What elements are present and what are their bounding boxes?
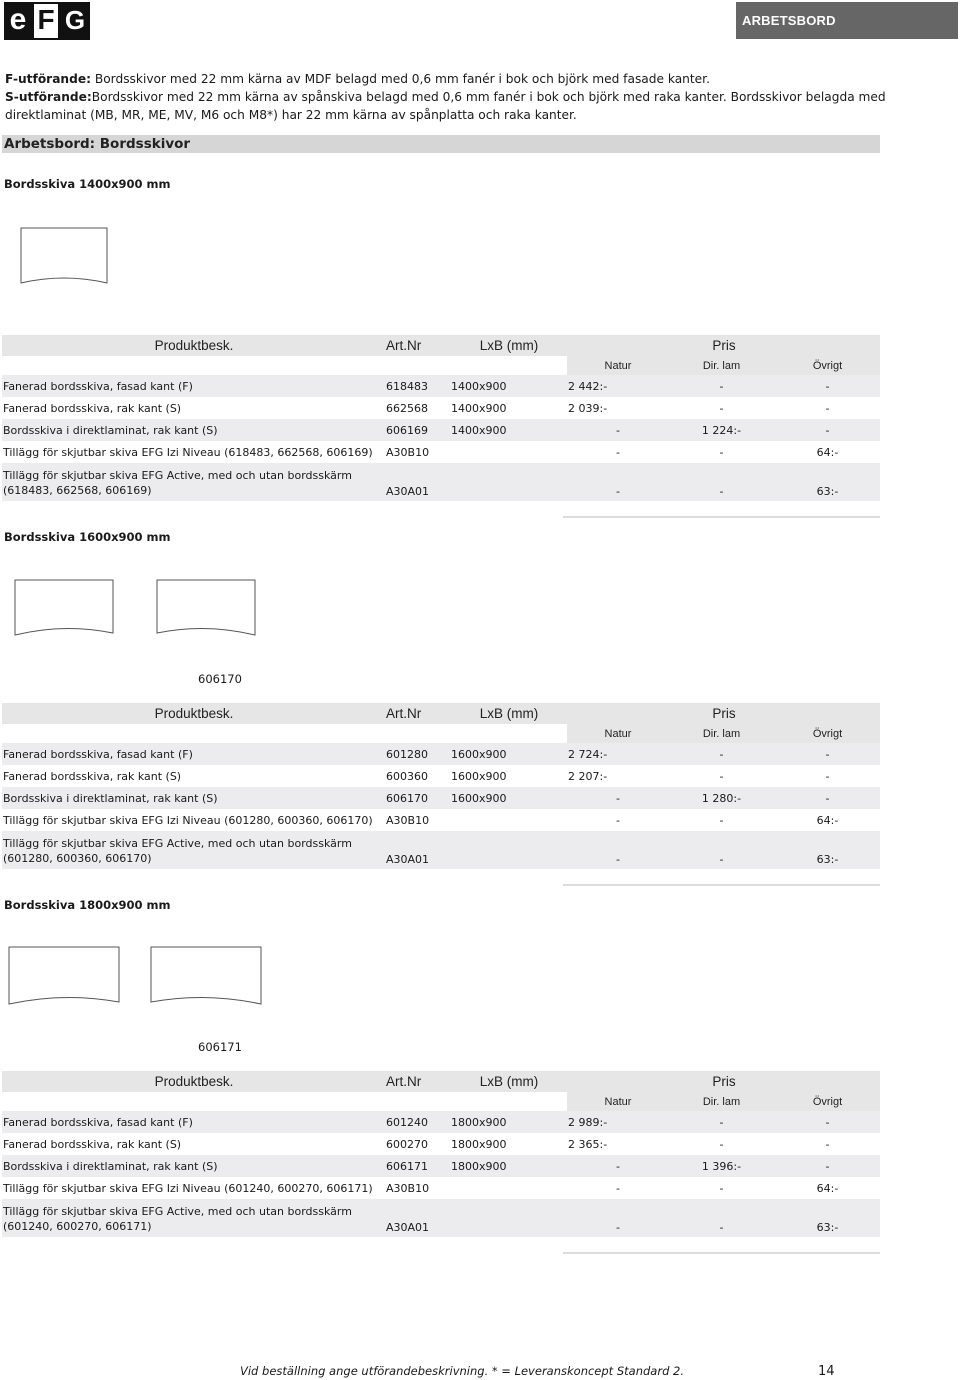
row-size: 1800x900: [450, 1155, 567, 1177]
row-natur: 2 724:-: [567, 743, 668, 765]
row-size: 1400x900: [450, 375, 567, 397]
row-artnr: A30A01: [385, 463, 450, 501]
intro-text: [5, 70, 905, 124]
table-header-row: [2, 703, 880, 724]
row-desc: Tillägg för skjutbar skiva EFG Izi Niveau (618483, 662568, 606169): [3, 445, 373, 459]
row-desc: Fanerad bordsskiva, fasad kant (F): [2, 375, 385, 397]
row-natur: -: [616, 1181, 620, 1195]
row-desc: Bordsskiva i direktlaminat, rak kant (S): [2, 787, 385, 809]
row-natur: 2 039:-: [568, 401, 608, 415]
row-desc: [2, 463, 385, 501]
row-ovrigt: 64:-: [816, 1181, 839, 1195]
row-dirlam: -: [668, 463, 774, 501]
row-ovrigt: -: [774, 743, 880, 765]
row-size: [450, 1199, 567, 1237]
row-desc: [2, 1199, 385, 1237]
row-artnr: 662568: [386, 401, 428, 415]
row-ovrigt: -: [825, 1137, 830, 1151]
row-natur: -: [567, 419, 668, 441]
row-dirlam: -: [719, 445, 724, 459]
price-table-1800: [2, 1071, 880, 1237]
col-header-ovrigt: Övrigt: [774, 1092, 880, 1111]
intro-s-text: Bordsskivor med 22 mm kärna av spånskiva belagd med 0,6 mm fanér i bok och björk med raka kanter. Bordsskivor belagda med direktlaminat (MB, MR, ME, MV, M6 och M8*) har 22 mm kärna av spånplatta och raka kanter.: [5, 90, 886, 122]
row-artnr: A30B10: [386, 813, 430, 827]
row-ovrigt: 63:-: [774, 1199, 880, 1237]
row-ovrigt: -: [774, 1155, 880, 1177]
col-header-ovrigt: Övrigt: [774, 724, 880, 743]
row-desc-line1: Tillägg för skjutbar skiva EFG Active, med och utan bordsskärm: [3, 837, 352, 850]
row-size: [450, 463, 567, 501]
table-row: [2, 1155, 880, 1177]
row-natur: 2 207:-: [568, 769, 608, 783]
row-desc-line1: Tillägg för skjutbar skiva EFG Active, med och utan bordsskärm: [3, 1205, 352, 1218]
row-size: [450, 809, 567, 831]
row-ovrigt: -: [774, 1111, 880, 1133]
col-header-ovrigt: Övrigt: [774, 356, 880, 375]
table-row: [2, 1199, 880, 1237]
col-header-price: Pris: [567, 703, 880, 724]
section-1400-title: Bordsskiva 1400x900 mm: [4, 177, 171, 191]
intro-line-f: [5, 70, 905, 88]
row-size: 1800x900: [450, 1111, 567, 1133]
col-header-dirlam: Dir. lam: [668, 1092, 774, 1111]
row-natur: -: [567, 1155, 668, 1177]
row-natur: -: [567, 831, 668, 869]
row-ovrigt: 63:-: [774, 831, 880, 869]
price-table-1600: [2, 703, 880, 869]
row-desc: Fanerad bordsskiva, fasad kant (F): [2, 743, 385, 765]
col-header-size: LxB (mm): [450, 1071, 567, 1092]
row-desc-line2: (618483, 662568, 606169): [3, 484, 152, 497]
row-artnr: A30B10: [386, 445, 430, 459]
row-size: [450, 831, 567, 869]
col-header-dirlam: Dir. lam: [668, 724, 774, 743]
row-size: [450, 1177, 567, 1199]
table-subheader-row: [2, 724, 880, 743]
row-dirlam: -: [668, 1199, 774, 1237]
table-row: [2, 1177, 880, 1199]
row-dirlam: -: [719, 769, 724, 783]
table-row: [2, 463, 880, 501]
row-dirlam: -: [668, 831, 774, 869]
table-header-row: [2, 1071, 880, 1092]
row-natur: -: [616, 445, 620, 459]
row-size: 1600x900: [451, 769, 507, 783]
row-natur: 2 989:-: [567, 1111, 668, 1133]
row-dirlam: -: [668, 743, 774, 765]
intro-f-label: F-utförande:: [5, 72, 91, 86]
row-natur: -: [567, 787, 668, 809]
row-artnr: 601280: [385, 743, 450, 765]
row-desc: Tillägg för skjutbar skiva EFG Izi Niveau (601240, 600270, 606171): [3, 1181, 373, 1195]
footer-note: Vid beställning ange utförandebeskrivning. * = Leveranskoncept Standard 2.: [240, 1364, 684, 1378]
row-artnr: 600270: [386, 1137, 428, 1151]
tabletop-sketch-1600-a: [14, 579, 116, 639]
row-artnr: 618483: [385, 375, 450, 397]
row-dirlam: -: [719, 1137, 724, 1151]
row-desc: Bordsskiva i direktlaminat, rak kant (S): [2, 1155, 385, 1177]
row-ovrigt: -: [825, 401, 830, 415]
sketch-code-label: 606170: [198, 672, 242, 686]
tabletop-sketch-1800-a: [8, 946, 122, 1008]
row-size: [450, 441, 567, 463]
row-dirlam: 1 396:-: [668, 1155, 774, 1177]
section-divider: [563, 884, 880, 886]
col-header-size: LxB (mm): [450, 703, 567, 724]
row-artnr: A30B10: [386, 1181, 430, 1195]
table-row: [2, 1111, 880, 1133]
row-desc: Tillägg för skjutbar skiva EFG Izi Niveau (601280, 600360, 606170): [3, 813, 373, 827]
table-row: [2, 1133, 880, 1155]
row-natur: 2 442:-: [567, 375, 668, 397]
row-dirlam: 1 280:-: [668, 787, 774, 809]
col-header-product: Produktbesk.: [2, 703, 385, 724]
table-row: [2, 743, 880, 765]
row-natur: 2 365:-: [568, 1137, 608, 1151]
price-table-1400: [2, 335, 880, 501]
tabletop-sketch-1800-b: [150, 946, 264, 1008]
section-1800-title: Bordsskiva 1800x900 mm: [4, 898, 171, 912]
row-dirlam: -: [719, 1181, 724, 1195]
row-dirlam: -: [719, 813, 724, 827]
row-ovrigt: -: [825, 769, 830, 783]
row-ovrigt: -: [774, 419, 880, 441]
row-desc: Fanerad bordsskiva, rak kant (S): [3, 769, 182, 783]
intro-line-s: [5, 88, 905, 124]
tabletop-sketch-1600-b: [156, 579, 258, 639]
tabletop-sketch-1400: [20, 227, 110, 287]
col-header-price: Pris: [567, 1071, 880, 1092]
table-row: [2, 787, 880, 809]
row-ovrigt: 64:-: [816, 445, 839, 459]
row-natur: -: [567, 463, 668, 501]
row-desc-line2: (601240, 600270, 606171): [3, 1220, 152, 1233]
col-header-product: Produktbesk.: [2, 1071, 385, 1092]
row-artnr: 601240: [385, 1111, 450, 1133]
row-artnr: 600360: [386, 769, 428, 783]
col-header-product: Produktbesk.: [2, 335, 385, 356]
page-number: 14: [818, 1364, 835, 1379]
row-desc: Fanerad bordsskiva, rak kant (S): [3, 1137, 182, 1151]
row-natur: -: [567, 1199, 668, 1237]
table-row: [2, 441, 880, 463]
col-header-size: LxB (mm): [450, 335, 567, 356]
row-artnr: A30A01: [385, 1199, 450, 1237]
sketch-code-label: 606171: [198, 1040, 242, 1054]
table-header-row: [2, 335, 880, 356]
logo-letter-f: F: [32, 2, 60, 40]
row-ovrigt: 63:-: [774, 463, 880, 501]
table-row: [2, 419, 880, 441]
col-header-price: Pris: [567, 335, 880, 356]
intro-s-label: S-utförande:: [5, 90, 92, 104]
table-row: [2, 809, 880, 831]
efg-logo: [4, 2, 90, 40]
col-header-artnr: Art.Nr: [385, 335, 450, 356]
col-header-dirlam: Dir. lam: [668, 356, 774, 375]
row-desc: [2, 831, 385, 869]
row-dirlam: -: [719, 401, 724, 415]
row-ovrigt: 64:-: [816, 813, 839, 827]
section-divider: [563, 1252, 880, 1254]
row-natur: -: [616, 813, 620, 827]
row-desc: Fanerad bordsskiva, fasad kant (F): [2, 1111, 385, 1133]
row-desc-line2: (601280, 600360, 606170): [3, 852, 152, 865]
section-1600-title: Bordsskiva 1600x900 mm: [4, 530, 171, 544]
logo-letter-e: e: [4, 2, 32, 40]
row-desc: Bordsskiva i direktlaminat, rak kant (S): [2, 419, 385, 441]
col-header-natur: Natur: [567, 724, 668, 743]
row-desc-line1: Tillägg för skjutbar skiva EFG Active, med och utan bordsskärm: [3, 469, 352, 482]
row-artnr: 606171: [385, 1155, 450, 1177]
row-size: 1600x900: [450, 787, 567, 809]
section-title: Arbetsbord: Bordsskivor: [2, 135, 880, 153]
table-subheader-row: [2, 356, 880, 375]
table-row: [2, 831, 880, 869]
row-dirlam: -: [668, 1111, 774, 1133]
intro-f-text: Bordsskivor med 22 mm kärna av MDF belagd med 0,6 mm fanér i bok och björk med fasade kanter.: [90, 72, 710, 86]
row-artnr: A30A01: [385, 831, 450, 869]
table-row: [2, 375, 880, 397]
row-size: 1800x900: [451, 1137, 507, 1151]
table-row: [2, 765, 880, 787]
row-desc: Fanerad bordsskiva, rak kant (S): [3, 401, 182, 415]
row-size: 1400x900: [450, 419, 567, 441]
table-row: [2, 397, 880, 419]
header-category-tab: ARBETSBORD: [736, 2, 958, 39]
col-header-natur: Natur: [567, 1092, 668, 1111]
table-subheader-row: [2, 1092, 880, 1111]
row-artnr: 606170: [385, 787, 450, 809]
row-size: 1400x900: [451, 401, 507, 415]
col-header-artnr: Art.Nr: [385, 1071, 450, 1092]
row-ovrigt: -: [774, 787, 880, 809]
row-dirlam: 1 224:-: [668, 419, 774, 441]
row-size: 1600x900: [450, 743, 567, 765]
section-divider: [563, 516, 880, 518]
row-dirlam: -: [668, 375, 774, 397]
row-artnr: 606169: [385, 419, 450, 441]
logo-letter-g: G: [60, 2, 90, 40]
col-header-natur: Natur: [567, 356, 668, 375]
col-header-artnr: Art.Nr: [385, 703, 450, 724]
row-ovrigt: -: [774, 375, 880, 397]
